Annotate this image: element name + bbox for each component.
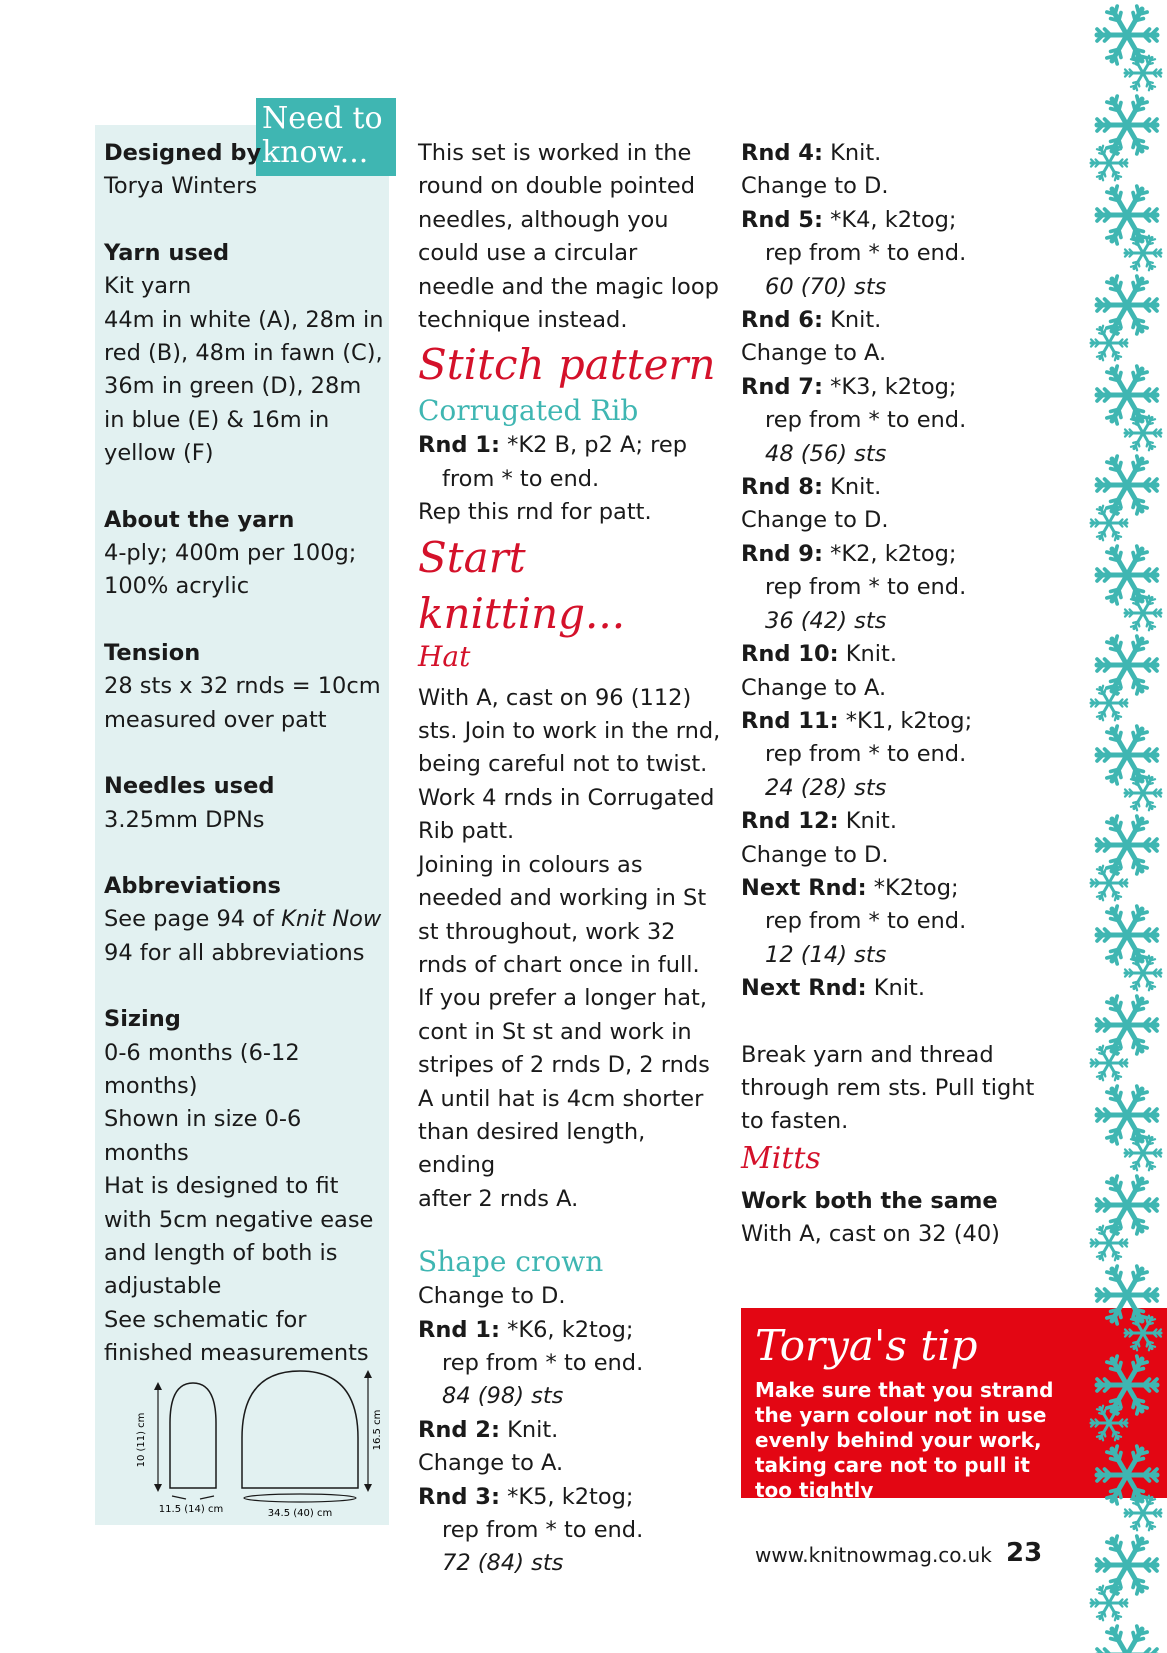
- change-to-d: Change to D.: [741, 173, 889, 200]
- next-rnd-2: [741, 972, 1041, 1005]
- hat-line: after 2 rnds A.: [418, 1185, 579, 1212]
- snowflake-icon: [1097, 276, 1157, 334]
- abbreviations-line-2: 94 for all abbreviations: [104, 939, 365, 966]
- crown-change-a: Change to A.: [418, 1450, 564, 1477]
- small-width-arrow-right: [200, 1496, 214, 1499]
- rnd-5-text: *K4, k2tog;: [822, 206, 957, 233]
- finish-line: to fasten.: [741, 1108, 849, 1135]
- hat-line: With A, cast on 96 (112): [418, 684, 692, 711]
- hat-line: If you prefer a longer hat,: [418, 985, 708, 1012]
- rnd-5-cont: rep from * to end.: [765, 240, 967, 267]
- hat-line: A until hat is 4cm shorter: [418, 1085, 704, 1112]
- needles-value: 3.25mm DPNs: [104, 806, 265, 833]
- yarn-used-line: red (B), 48m in fawn (C),: [104, 340, 383, 367]
- page-number: 23: [1006, 1538, 1043, 1568]
- snowflake-icon: [1097, 456, 1157, 514]
- about-yarn-label: About the yarn: [104, 506, 295, 533]
- next-rnd-1: [741, 872, 1041, 905]
- sizing-line: months): [104, 1072, 198, 1099]
- yarn-used-line: 36m in green (D), 28m: [104, 373, 362, 400]
- yarn-used-label: Yarn used: [104, 239, 230, 266]
- hat-line: sts. Join to work in the rnd,: [418, 718, 721, 745]
- sidebar-column: [104, 137, 394, 1371]
- next-rnd-1-label: Next Rnd:: [741, 874, 867, 901]
- crown-rnd-2-text: Knit.: [499, 1416, 559, 1443]
- about-yarn-line: 4-ply; 400m per 100g;: [104, 540, 357, 567]
- rnd-8-text: Knit.: [822, 474, 882, 501]
- snowflake-icon: [1097, 816, 1157, 874]
- change-to-a: Change to A.: [741, 340, 887, 367]
- large-height-label: 16.5 cm: [372, 1409, 383, 1451]
- rnd-5: [741, 204, 1041, 237]
- intro-line: needles, although you: [418, 206, 669, 233]
- hat-line: rnds of chart once in full.: [418, 951, 700, 978]
- crown-rnd-3-label: Rnd 3:: [418, 1483, 500, 1510]
- rib-rnd-1-label: Rnd 1:: [418, 432, 500, 459]
- middle-column: [418, 137, 728, 1581]
- sizing-line: months: [104, 1139, 189, 1166]
- corrugated-rib-heading: Corrugated Rib: [418, 394, 639, 428]
- tip-title: Torya's tip: [755, 1321, 978, 1370]
- rib-rnd-1: [418, 429, 728, 462]
- large-width-arrow: [244, 1494, 356, 1502]
- rnd-9: [741, 538, 1041, 571]
- sizing-line: 0-6 months (6-12: [104, 1039, 300, 1066]
- rnd-9-text: *K2, k2tog;: [822, 540, 957, 567]
- start-knitting-heading: Start knitting...: [418, 532, 626, 638]
- rnd-10: [741, 638, 1041, 671]
- crown-rnd-2-label: Rnd 2:: [418, 1416, 500, 1443]
- rnd-12-label: Rnd 12:: [741, 808, 839, 835]
- change-to-d: Change to D.: [741, 507, 889, 534]
- rnd-7: [741, 371, 1041, 404]
- hat-line: stripes of 2 rnds D, 2 rnds: [418, 1052, 710, 1079]
- snowflake-icon: [1097, 636, 1157, 694]
- change-to-d: Change to D.: [741, 841, 889, 868]
- hat-line: st throughout, work 32: [418, 918, 676, 945]
- hat-heading: Hat: [418, 639, 471, 673]
- sizing-label: Sizing: [104, 1006, 181, 1033]
- small-height-label: 10 (11) cm: [136, 1412, 147, 1468]
- sizing-line: with 5cm negative ease: [104, 1206, 374, 1233]
- rnd-8-label: Rnd 8:: [741, 474, 823, 501]
- tension-line: 28 sts x 32 rnds = 10cm: [104, 673, 381, 700]
- snowflake-icon: [1091, 686, 1127, 721]
- rnd-6: [741, 304, 1041, 337]
- rnd-12-text: Knit.: [838, 808, 897, 835]
- rnd-12: [741, 805, 1041, 838]
- snowflake-icon: [1091, 506, 1127, 541]
- mitts-heading: Mitts: [741, 1140, 821, 1176]
- snowflake-icon: [1097, 96, 1157, 154]
- abbreviations-line: [104, 903, 394, 936]
- rnd-7-label: Rnd 7:: [741, 373, 823, 400]
- snowflake-icon: [1091, 1226, 1127, 1261]
- tip-body: Make sure that you strand the yarn colour not in use evenly behind your work, taking care not to pull it too tightly: [755, 1378, 1054, 1502]
- snowflake-border: [1085, 0, 1167, 1653]
- snowflake-icon: [1097, 1536, 1157, 1594]
- designed-by-label: Designed by: [104, 140, 262, 166]
- crown-rnd-3-cont: rep from * to end.: [442, 1517, 644, 1543]
- next-rnd-1-cont: rep from * to end.: [765, 908, 967, 935]
- small-hat-outline: [170, 1383, 216, 1488]
- rnd-4-text: Knit.: [822, 140, 882, 166]
- rnd-8: [741, 471, 1041, 504]
- rib-rnd-1-text: *K2 B, p2 A; rep: [499, 432, 688, 459]
- next-rnd-2-text: Knit.: [866, 975, 926, 1002]
- yarn-used-line: in blue (E) & 16m in: [104, 406, 330, 433]
- rnd-5-sts: 60 (70) sts: [765, 273, 887, 300]
- rnd-11-cont: rep from * to end.: [765, 741, 967, 768]
- about-yarn-line: 100% acrylic: [104, 573, 250, 600]
- finish-line: through rem sts. Pull tight: [741, 1074, 1035, 1101]
- small-width-label: 11.5 (14) cm: [158, 1504, 224, 1515]
- next-rnd-2-label: Next Rnd:: [741, 975, 867, 1002]
- hat-schematic: [130, 1368, 390, 1518]
- rnd-6-label: Rnd 6:: [741, 307, 823, 334]
- crown-rnd-1-label: Rnd 1:: [418, 1316, 500, 1343]
- stitch-pattern-heading: Stitch pattern: [418, 340, 716, 390]
- rib-rnd-1-cont: from * to end.: [442, 465, 600, 492]
- mitts-subheading: Work both the same: [741, 1187, 998, 1214]
- snowflake-icon: [1091, 326, 1127, 361]
- hat-line: cont in St st and work in: [418, 1018, 692, 1045]
- rnd-11-sts: 24 (28) sts: [765, 774, 887, 801]
- tab-line-2: know...: [262, 135, 369, 170]
- yarn-used-line: yellow (F): [104, 440, 214, 467]
- rnd-10-label: Rnd 10:: [741, 641, 839, 668]
- large-hat-outline: [242, 1371, 358, 1488]
- crown-rnd-1-cont: rep from * to end.: [442, 1349, 644, 1376]
- crown-rnd-3: [418, 1481, 728, 1514]
- tension-label: Tension: [104, 639, 201, 666]
- sizing-line: adjustable: [104, 1273, 222, 1300]
- rnd-5-label: Rnd 5:: [741, 206, 823, 233]
- tension-line: measured over patt: [104, 706, 327, 733]
- footer-url: www.knitnowmag.co.uk: [755, 1543, 992, 1567]
- rnd-10-text: Knit.: [838, 641, 897, 668]
- rnd-6-text: Knit.: [822, 307, 882, 334]
- yarn-used-line: 44m in white (A), 28m in: [104, 306, 384, 333]
- snowflake-icon: [1091, 1406, 1127, 1441]
- hat-line: than desired length, ending: [418, 1118, 646, 1179]
- snowflake-icon: [1097, 996, 1157, 1054]
- rnd-11-text: *K1, k2tog;: [838, 707, 973, 734]
- large-width-label: 34.5 (40) cm: [267, 1508, 333, 1518]
- crown-rnd-2: [418, 1414, 728, 1447]
- rnd-4-label: Rnd 4:: [741, 140, 823, 166]
- intro-line: could use a circular: [418, 240, 638, 267]
- crown-change-d: Change to D.: [418, 1283, 566, 1310]
- sizing-line: Shown in size 0-6: [104, 1106, 302, 1133]
- intro-line: technique instead.: [418, 307, 628, 334]
- rnd-11: [741, 705, 1041, 738]
- sizing-line: See schematic for: [104, 1306, 307, 1333]
- finish-line: Break yarn and thread: [741, 1041, 994, 1068]
- abbreviations-magazine: Knit Now: [281, 906, 382, 933]
- hat-line: Work 4 rnds in Corrugated: [418, 784, 715, 811]
- next-rnd-1-text: *K2tog;: [866, 874, 959, 901]
- intro-line: This set is worked in the: [418, 140, 692, 166]
- crown-rnd-3-text: *K5, k2tog;: [499, 1483, 634, 1510]
- intro-line: round on double pointed: [418, 173, 695, 200]
- mitts-line: With A, cast on 32 (40): [741, 1221, 1000, 1248]
- rnd-9-sts: 36 (42) sts: [765, 607, 887, 634]
- crown-rnd-1-text: *K6, k2tog;: [499, 1316, 634, 1343]
- sizing-line: and length of both is: [104, 1239, 338, 1266]
- small-width-arrow-left: [172, 1496, 186, 1499]
- right-column: [741, 137, 1041, 1252]
- intro-line: needle and the magic loop: [418, 273, 719, 300]
- change-to-a: Change to A.: [741, 674, 887, 701]
- rnd-7-cont: rep from * to end.: [765, 407, 967, 434]
- snowflake-icon: [1091, 1046, 1127, 1081]
- sizing-line: finished measurements: [104, 1340, 369, 1367]
- hat-line: being careful not to twist.: [418, 751, 708, 778]
- sizing-line: Hat is designed to fit: [104, 1173, 339, 1200]
- crown-rnd-3-sts: 72 (84) sts: [442, 1550, 564, 1577]
- hat-line: needed and working in St: [418, 885, 707, 912]
- hat-line: Joining in colours as: [418, 851, 643, 878]
- tab-line-1: Need to: [262, 101, 383, 136]
- rnd-9-cont: rep from * to end.: [765, 574, 967, 601]
- snowflake-icon: [1097, 1626, 1157, 1653]
- hat-line: Rib patt.: [418, 818, 515, 845]
- crown-rnd-1: [418, 1314, 728, 1347]
- snowflake-icon: [1097, 1176, 1157, 1234]
- snowflake-icon: [1097, 1356, 1157, 1414]
- yarn-used-line: Kit yarn: [104, 273, 192, 300]
- abbreviations-pre: See page 94 of: [104, 906, 282, 933]
- rnd-9-label: Rnd 9:: [741, 540, 823, 567]
- snowflake-icon: [1091, 866, 1127, 901]
- abbreviations-label: Abbreviations: [104, 872, 281, 899]
- shape-crown-heading: Shape crown: [418, 1245, 604, 1279]
- needles-label: Needles used: [104, 773, 275, 800]
- rnd-7-sts: 48 (56) sts: [765, 440, 887, 467]
- snowflake-icon: [1091, 1586, 1127, 1621]
- next-rnd-1-sts: 12 (14) sts: [765, 941, 887, 968]
- crown-rnd-1-sts: 84 (98) sts: [442, 1383, 564, 1410]
- snowflake-icon: [1091, 146, 1127, 181]
- rnd-4: [741, 137, 1041, 170]
- rep-line: Rep this rnd for patt.: [418, 499, 652, 526]
- rnd-11-label: Rnd 11:: [741, 707, 839, 734]
- designer-name: Torya Winters: [104, 173, 258, 200]
- rnd-7-text: *K3, k2tog;: [822, 373, 957, 400]
